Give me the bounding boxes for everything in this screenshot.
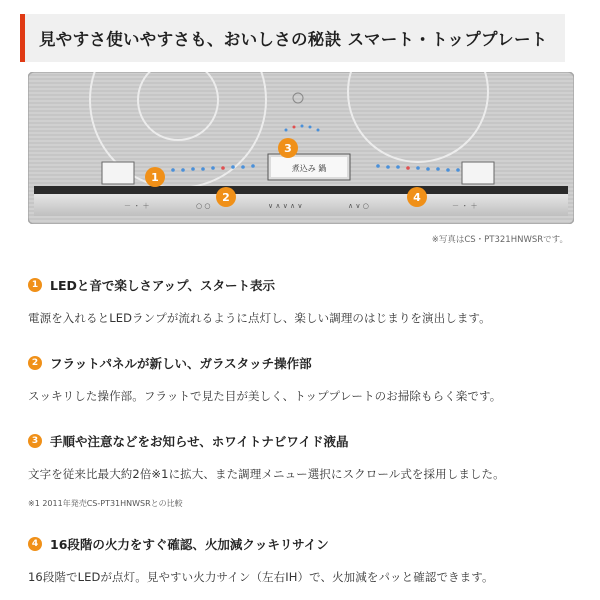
callout-4 (407, 187, 427, 207)
callout-3 (278, 138, 298, 158)
svg-text:1: 1 (151, 171, 159, 184)
feature-body: 文字を従来比最大約2倍※1に拡大、また調理メニュー選択にスクロール式を採用しました。 (28, 467, 505, 481)
header-banner (20, 14, 565, 62)
svg-text:4: 4 (413, 191, 421, 204)
svg-text:∨ ∧ ∨ ∧ ∨: ∨ ∧ ∨ ∧ ∨ (268, 202, 303, 210)
cooktop-photo (28, 72, 574, 224)
feature-number-badge: 2 (28, 356, 42, 370)
feature-title: フラットパネルが新しい、ガラスタッチ操作部 (50, 356, 312, 371)
feature-2 (28, 354, 573, 404)
feature-title: LEDと音で楽しさアップ、スタート表示 (50, 278, 276, 293)
feature-body: 電源を入れるとLEDランプが流れるように点灯し、楽しい調理のはじまりを演出します。 (28, 311, 491, 325)
svg-text:2: 2 (222, 191, 230, 204)
feature-footnote: ※1 2011年発売CS-PT31HNWSRとの比較 (28, 499, 183, 508)
callout-1 (145, 167, 165, 187)
feature-4 (28, 535, 573, 585)
feature-3 (28, 432, 573, 509)
control-strip (34, 186, 568, 194)
feature-title: 手順や注意などをお知らせ、ホワイトナビワイド液晶 (50, 434, 349, 449)
svg-text:－ ・ ＋: － ・ ＋ (124, 202, 150, 210)
feature-number-badge: 1 (28, 278, 42, 292)
svg-text:∧ ∨ ○: ∧ ∨ ○ (348, 202, 369, 210)
feature-body: スッキリした操作部。フラットで見た目が美しく、トッププレートのお掃除もらく楽です。 (28, 389, 502, 403)
callout-2 (216, 187, 236, 207)
feature-body: 16段階でLEDが点灯。見やすい火力サイン（左右IH）で、火加減をパッと確認できます。 (28, 570, 494, 584)
feature-1 (28, 276, 573, 326)
svg-text:－ ・ ＋: － ・ ＋ (452, 202, 478, 210)
svg-text:○ ○: ○ ○ (196, 202, 211, 210)
feature-number-badge: 3 (28, 434, 42, 448)
feature-title: 16段階の火力をすぐ確認、火加減クッキリサイン (50, 537, 329, 552)
feature-number-badge: 4 (28, 537, 42, 551)
page-title: 見やすさ使いやすさも、おいしさの秘訣 スマート・トッププレート (39, 30, 548, 49)
right-timer-display (462, 162, 494, 184)
svg-text:3: 3 (284, 142, 292, 155)
photo-caption: ※写真はCS・PT321HNWSRです。 (431, 235, 568, 245)
navi-lcd-text: 煮込み 鍋 (291, 164, 327, 173)
left-timer-display (102, 162, 134, 184)
